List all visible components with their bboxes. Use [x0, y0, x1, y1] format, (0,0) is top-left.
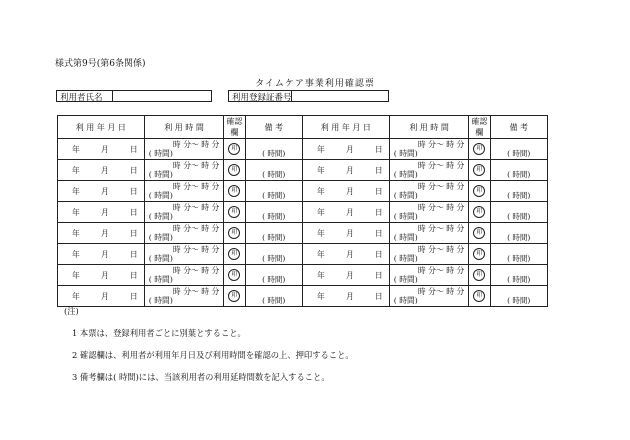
day-label: 日 — [129, 270, 138, 280]
year-label: 年 — [72, 144, 80, 154]
confirmation-cell[interactable] — [224, 139, 245, 160]
year-label: 年 — [316, 270, 325, 280]
remarks-cell[interactable] — [490, 265, 548, 286]
day-label: 日 — [129, 165, 138, 175]
month-label: 月 — [345, 291, 354, 301]
confirmation-cell[interactable] — [469, 244, 490, 265]
seal-icon: 印 — [228, 290, 240, 302]
remarks-cell[interactable] — [245, 139, 302, 160]
usage-time-cell[interactable] — [389, 265, 469, 286]
time-range-text: 時 分〜 時 分 — [172, 244, 220, 254]
header-remarks: 備 考 — [490, 116, 548, 139]
remarks-cell[interactable] — [245, 202, 302, 223]
confirmation-cell[interactable] — [224, 223, 245, 244]
usage-date-cell[interactable] — [58, 286, 145, 307]
remarks-cell[interactable] — [490, 181, 548, 202]
remarks-hours-text: ( 時間) — [507, 254, 531, 263]
month-label: 月 — [100, 291, 109, 301]
seal-icon: 印 — [473, 290, 485, 302]
month-label: 月 — [100, 228, 109, 238]
user-name-label-box — [56, 90, 113, 102]
time-hours-text: ( 時間) — [148, 149, 173, 158]
month-label: 月 — [100, 270, 109, 280]
table-row — [58, 139, 548, 160]
registration-number-field[interactable] — [291, 90, 389, 102]
month-label: 月 — [100, 186, 109, 196]
confirmation-cell[interactable] — [469, 202, 490, 223]
remarks-cell[interactable] — [490, 139, 548, 160]
seal-icon: 印 — [473, 185, 485, 197]
remarks-hours-text: ( 時間) — [262, 233, 286, 242]
time-range-text: 時 分〜 時 分 — [417, 286, 465, 296]
confirmation-cell[interactable] — [469, 286, 490, 307]
usage-time-cell[interactable] — [144, 244, 224, 265]
day-label: 日 — [129, 228, 138, 238]
usage-time-cell[interactable] — [389, 223, 469, 244]
time-hours-text: ( 時間) — [148, 275, 173, 284]
time-range-text: 時 分〜 時 分 — [417, 160, 465, 170]
year-label: 年 — [316, 165, 325, 175]
usage-time-cell[interactable] — [144, 223, 224, 244]
notes-heading: (注) — [64, 306, 79, 316]
remarks-cell[interactable] — [245, 265, 302, 286]
seal-icon: 印 — [228, 206, 240, 218]
time-range-text: 時 分〜 時 分 — [417, 244, 465, 254]
seal-icon: 印 — [473, 143, 485, 155]
usage-time-cell[interactable] — [389, 244, 469, 265]
usage-date-cell[interactable] — [302, 223, 389, 244]
year-label: 年 — [316, 207, 325, 217]
remarks-hours-text: ( 時間) — [507, 275, 531, 284]
usage-time-cell[interactable] — [389, 181, 469, 202]
year-label: 年 — [72, 291, 80, 301]
remarks-cell[interactable] — [245, 181, 302, 202]
confirmation-cell[interactable] — [224, 265, 245, 286]
time-hours-text: ( 時間) — [148, 254, 173, 263]
seal-icon: 印 — [228, 269, 240, 281]
confirmation-cell[interactable] — [224, 244, 245, 265]
remarks-hours-text: ( 時間) — [507, 296, 531, 305]
remarks-hours-text: ( 時間) — [262, 275, 286, 284]
user-name-label: 利用者氏名 — [60, 93, 103, 103]
registration-number-label-box — [228, 90, 292, 102]
usage-time-cell[interactable] — [389, 286, 469, 307]
day-label: 日 — [374, 249, 383, 259]
time-hours-text: ( 時間) — [393, 233, 418, 242]
confirmation-cell[interactable] — [224, 286, 245, 307]
time-hours-text: ( 時間) — [393, 254, 418, 263]
usage-time-cell[interactable] — [144, 181, 224, 202]
month-label: 月 — [100, 207, 109, 217]
day-label: 日 — [374, 207, 383, 217]
time-hours-text: ( 時間) — [148, 233, 173, 242]
month-label: 月 — [100, 144, 109, 154]
day-label: 日 — [374, 228, 383, 238]
year-label: 年 — [316, 144, 325, 154]
table-body — [58, 139, 548, 307]
notes-section — [64, 305, 354, 393]
header-confirmation: 確認欄 — [224, 116, 245, 139]
table-row — [58, 160, 548, 181]
seal-icon: 印 — [473, 164, 485, 176]
month-label: 月 — [345, 270, 354, 280]
remarks-hours-text: ( 時間) — [262, 254, 286, 263]
day-label: 日 — [129, 291, 138, 301]
time-hours-text: ( 時間) — [148, 296, 173, 305]
usage-date-cell[interactable] — [302, 286, 389, 307]
usage-date-cell[interactable] — [58, 139, 145, 160]
time-range-text: 時 分〜 時 分 — [172, 286, 220, 296]
time-range-text: 時 分〜 時 分 — [172, 202, 220, 212]
day-label: 日 — [374, 144, 383, 154]
time-range-text: 時 分〜 時 分 — [417, 202, 465, 212]
confirmation-cell[interactable] — [469, 181, 490, 202]
month-label: 月 — [345, 186, 354, 196]
seal-icon: 印 — [228, 227, 240, 239]
usage-date-cell[interactable] — [58, 181, 145, 202]
usage-date-cell[interactable] — [302, 181, 389, 202]
month-label: 月 — [345, 207, 354, 217]
usage-confirmation-table — [57, 115, 548, 307]
day-label: 日 — [374, 186, 383, 196]
time-range-text: 時 分〜 時 分 — [417, 265, 465, 275]
confirmation-cell[interactable] — [224, 181, 245, 202]
usage-date-cell[interactable] — [58, 223, 145, 244]
remarks-hours-text: ( 時間) — [262, 212, 286, 221]
month-label: 月 — [345, 165, 354, 175]
year-label: 年 — [316, 228, 325, 238]
seal-icon: 印 — [228, 185, 240, 197]
table-header-row — [58, 116, 548, 139]
year-label: 年 — [72, 207, 80, 217]
time-hours-text: ( 時間) — [393, 296, 418, 305]
header-remarks: 備 考 — [245, 116, 302, 139]
header-usage-date: 利 用 年 月 日 — [58, 116, 145, 139]
day-label: 日 — [129, 207, 138, 217]
year-label: 年 — [316, 249, 325, 259]
month-label: 月 — [100, 165, 109, 175]
month-label: 月 — [345, 144, 354, 154]
remarks-hours-text: ( 時間) — [262, 149, 286, 158]
time-range-text: 時 分〜 時 分 — [417, 139, 465, 149]
usage-date-cell[interactable] — [302, 244, 389, 265]
month-label: 月 — [345, 228, 354, 238]
document-title: タイムケア事業利用確認票 — [255, 79, 375, 89]
day-label: 日 — [129, 186, 138, 196]
confirmation-cell[interactable] — [469, 139, 490, 160]
time-range-text: 時 分〜 時 分 — [172, 265, 220, 275]
confirmation-cell[interactable] — [469, 160, 490, 181]
remarks-cell[interactable] — [490, 286, 548, 307]
time-hours-text: ( 時間) — [148, 191, 173, 200]
remarks-cell[interactable] — [245, 160, 302, 181]
registration-number-label: 利用登録証番号 — [232, 93, 292, 103]
usage-date-cell[interactable] — [58, 265, 145, 286]
note-item: 2 確認欄は、利用者が利用年月日及び利用時間を確認の上、押印すること。 — [72, 350, 354, 360]
time-hours-text: ( 時間) — [393, 212, 418, 221]
year-label: 年 — [72, 249, 80, 259]
usage-time-cell[interactable] — [144, 202, 224, 223]
usage-date-cell[interactable] — [302, 202, 389, 223]
day-label: 日 — [129, 249, 138, 259]
header-confirmation: 確認欄 — [469, 116, 490, 139]
remarks-hours-text: ( 時間) — [262, 191, 286, 200]
remarks-cell[interactable] — [490, 202, 548, 223]
seal-icon: 印 — [228, 248, 240, 260]
remarks-cell[interactable] — [245, 286, 302, 307]
time-hours-text: ( 時間) — [148, 170, 173, 179]
remarks-cell[interactable] — [245, 244, 302, 265]
time-range-text: 時 分〜 時 分 — [172, 181, 220, 191]
time-hours-text: ( 時間) — [148, 212, 173, 221]
seal-icon: 印 — [228, 164, 240, 176]
year-label: 年 — [72, 270, 80, 280]
time-hours-text: ( 時間) — [393, 191, 418, 200]
year-label: 年 — [316, 186, 325, 196]
confirmation-cell[interactable] — [224, 202, 245, 223]
table-row — [58, 286, 548, 307]
usage-date-cell[interactable] — [302, 139, 389, 160]
form-style-label: 様式第9号(第6条関係) — [55, 59, 146, 69]
usage-date-cell[interactable] — [58, 202, 145, 223]
remarks-hours-text: ( 時間) — [507, 212, 531, 221]
remarks-hours-text: ( 時間) — [507, 149, 531, 158]
usage-date-cell[interactable] — [58, 244, 145, 265]
header-usage-time: 利 用 時 間 — [389, 116, 469, 139]
time-range-text: 時 分〜 時 分 — [417, 181, 465, 191]
remarks-hours-text: ( 時間) — [262, 170, 286, 179]
time-hours-text: ( 時間) — [393, 149, 418, 158]
day-label: 日 — [129, 144, 138, 154]
year-label: 年 — [316, 291, 325, 301]
remarks-cell[interactable] — [490, 160, 548, 181]
remarks-hours-text: ( 時間) — [507, 170, 531, 179]
header-usage-date: 利 用 年 月 日 — [302, 116, 389, 139]
seal-icon: 印 — [473, 248, 485, 260]
seal-icon: 印 — [473, 206, 485, 218]
seal-icon: 印 — [228, 143, 240, 155]
usage-time-cell[interactable] — [144, 286, 224, 307]
year-label: 年 — [72, 165, 80, 175]
usage-time-cell[interactable] — [389, 160, 469, 181]
table-row — [58, 181, 548, 202]
table-row — [58, 244, 548, 265]
time-range-text: 時 分〜 時 分 — [172, 139, 220, 149]
usage-time-cell[interactable] — [389, 139, 469, 160]
usage-time-cell[interactable] — [144, 160, 224, 181]
note-item: 3 備考欄は( 時間)には、当該利用者の利用延時間数を記入すること。 — [72, 372, 330, 382]
table-row — [58, 265, 548, 286]
note-item: 1 本票は、登録利用者ごとに別葉とすること。 — [72, 328, 246, 338]
usage-date-cell[interactable] — [302, 160, 389, 181]
time-hours-text: ( 時間) — [393, 275, 418, 284]
day-label: 日 — [374, 270, 383, 280]
usage-time-cell[interactable] — [144, 265, 224, 286]
remarks-cell[interactable] — [490, 223, 548, 244]
seal-icon: 印 — [473, 227, 485, 239]
usage-date-cell[interactable] — [302, 265, 389, 286]
day-label: 日 — [374, 165, 383, 175]
month-label: 月 — [345, 249, 354, 259]
time-range-text: 時 分〜 時 分 — [172, 160, 220, 170]
remarks-cell[interactable] — [490, 244, 548, 265]
year-label: 年 — [72, 228, 80, 238]
time-range-text: 時 分〜 時 分 — [172, 223, 220, 233]
remarks-cell[interactable] — [245, 223, 302, 244]
remarks-hours-text: ( 時間) — [507, 233, 531, 242]
usage-time-cell[interactable] — [144, 139, 224, 160]
day-label: 日 — [374, 291, 383, 301]
remarks-hours-text: ( 時間) — [507, 191, 531, 200]
time-hours-text: ( 時間) — [393, 170, 418, 179]
time-range-text: 時 分〜 時 分 — [417, 223, 465, 233]
remarks-hours-text: ( 時間) — [262, 296, 286, 305]
header-usage-time: 利 用 時 間 — [144, 116, 224, 139]
confirmation-cell[interactable] — [469, 265, 490, 286]
seal-icon: 印 — [473, 269, 485, 281]
user-name-field[interactable] — [112, 90, 212, 102]
usage-date-cell[interactable] — [58, 160, 145, 181]
table-row — [58, 223, 548, 244]
month-label: 月 — [100, 249, 109, 259]
usage-time-cell[interactable] — [389, 202, 469, 223]
confirmation-cell[interactable] — [224, 160, 245, 181]
year-label: 年 — [72, 186, 80, 196]
table-row — [58, 202, 548, 223]
confirmation-cell[interactable] — [469, 223, 490, 244]
